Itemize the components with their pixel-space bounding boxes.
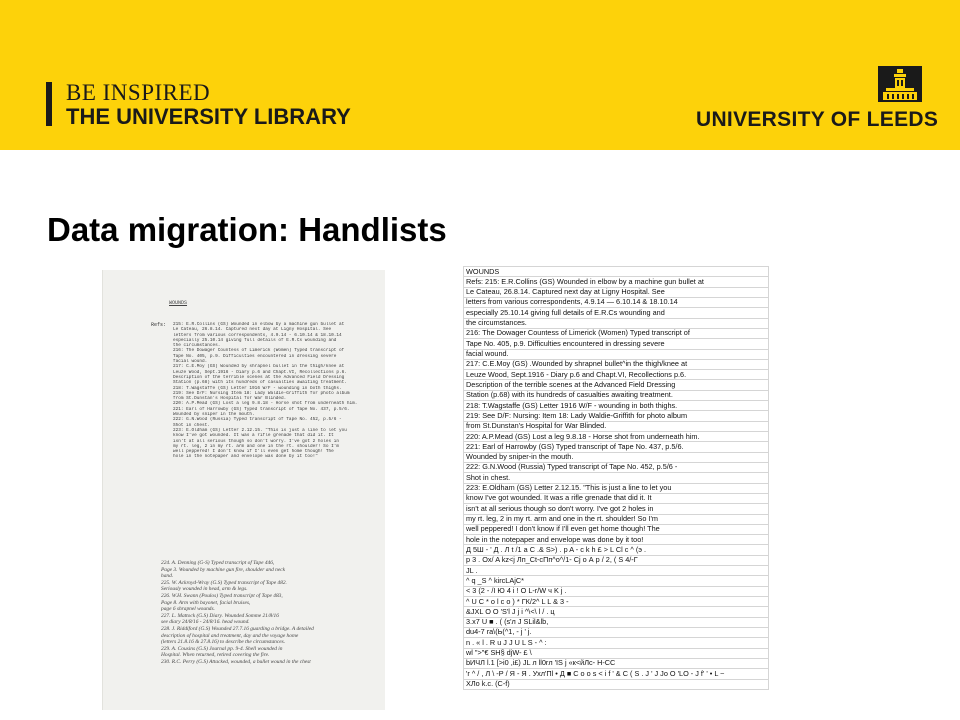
spreadsheet-cell[interactable]: Le Cateau, 26.8.14. Captured next day at Ligny Hospital. See [464,287,769,297]
scan-typed-line: 222: G.N.Wood (Russia) Typed transcript of Tape No. 452, p.5/6 - [173,417,342,423]
spreadsheet-cell[interactable]: Station (p.68) with its hundreds of casualties awaiting treatment. [464,390,769,400]
scan-handwritten-line: Page 3. Wounded by machine gun fire, shoulder and neck [161,566,286,573]
spreadsheet-row [464,607,769,617]
scan-typed-line: Shot in chest. [173,422,210,428]
spreadsheet-cell[interactable]: the circumstances. [464,318,769,328]
spreadsheet-row [464,617,769,627]
spreadsheet-row [464,462,769,472]
spreadsheet-row [464,597,769,607]
spreadsheet-cell[interactable]: 221: Earl of Harrowby (GS) Typed transcript of Tape No. 437, p.5/6. [464,442,769,452]
spreadsheet-cell[interactable]: from St.Dunstan's Hospital for War Blinded. [464,421,769,431]
scan-typed-line: Station (p.68) with its hundreds of casualties awaiting treatment. [173,380,347,386]
spreadsheet-cell[interactable]: Wounded by sniper-in the mouth. [464,452,769,462]
spreadsheet-row [464,576,769,586]
leeds-crest-icon [878,66,922,102]
spreadsheet-row [464,535,769,545]
university-of-leeds-logo-text: UNIVERSITY OF LEEDS [696,108,939,131]
spreadsheet-cell[interactable]: 220: A.P.Mead (GS) Lost a leg 9.8.18 - Horse shot from underneath him. [464,432,769,442]
spreadsheet-row [464,514,769,524]
spreadsheet-cell[interactable]: du4-7 ra\(Ь(^1, - j ' j. [464,627,769,637]
spreadsheet-row [464,679,769,690]
spreadsheet-cell[interactable]: Tape No. 405, p.9. Difficulties encountered in dressing severe [464,339,769,349]
spreadsheet-cell[interactable]: well peppered! I don't know if I'll even get home though! The [464,524,769,534]
scan-typed-line: 221: Earl of Harrowby (GS) Typed transcript of Tape No. 437, p.5/6. [173,406,350,412]
spreadsheet-row [464,545,769,555]
scan-typed-line: well peppered! I don't know if I'll even get home though! The [173,449,334,455]
scan-typed-line: 219: See D/F: Nursing Item 18: Lady Waldie-Griffith for photo album [173,390,350,396]
spreadsheet-cell[interactable]: Description of the terrible scenes at the Advanced Field Dressing [464,380,769,390]
scan-typed-line: Tape No. 405, p.9. Difficulties encountered in dressing severe [173,353,337,359]
spreadsheet-cell[interactable]: facial wound. [464,349,769,359]
spreadsheet-row [464,380,769,390]
scan-handwritten-line: Seriously wounded in head, arm & legs. [161,586,248,593]
spreadsheet-row [464,370,769,380]
header-banner [0,0,960,150]
scan-handwritten-line: description of hospital and treatment, day and the voyage home [161,632,299,639]
spreadsheet-row [464,669,769,679]
spreadsheet-cell[interactable]: ^ U C * o l c o ) * ГК/2^ L L & 3 - [464,597,769,607]
scan-handwritten-line: see diary 24/8/16 - 24/8/16. head wound. [161,619,250,626]
spreadsheet-cell[interactable]: bИЧЛ l.1 [>i0 ,i£) JL л ll0rл 'IS j «к<йЛс- H-CC [464,658,769,668]
spreadsheet-row [464,442,769,452]
be-inspired-tagline: BE INSPIRED [66,80,211,105]
spreadsheet-row [464,648,769,658]
spreadsheet-cell[interactable]: ХЛo k.c. (C-f) [464,679,769,690]
spreadsheet-row [464,483,769,493]
scan-handwritten-line: Hospital. When returned, retired covering the fire. [161,652,270,659]
spreadsheet-row [464,638,769,648]
scan-handwritten-line: 230. R.C. Perry (G.S) Attacked, wounded, a bullet wound in the chest [161,658,311,665]
spreadsheet-cell[interactable]: isn't at all serious though so don't worry. I've got 2 holes in [464,504,769,514]
spreadsheet-cell[interactable]: 3.x7 U ■ . ( (s'л J SLil&lb, [464,617,769,627]
spreadsheet-row [464,452,769,462]
spreadsheet-cell[interactable]: letters from various correspondents, 4.9.14 — 6.10.14 & 18.10.14 [464,297,769,307]
scan-typed-line: 220: A.P.Mead (GS) Lost a leg 9.8.18 - Horse shot from underneath him. [173,401,358,407]
spreadsheet-cell[interactable]: WOUNDS [464,267,769,277]
spreadsheet-row [464,318,769,328]
scan-handwritten-line: hand. [161,573,174,580]
scan-handwritten-line: 229. A. Cousins (G.S) Journal pp. 9-4. Shell wounded in [161,645,283,652]
spreadsheet-cell[interactable]: hole in the notepaper and envelope was done by it too! [464,535,769,545]
scan-heading: WOUNDS [169,300,188,306]
spreadsheet-row [464,390,769,400]
spreadsheet-row [464,658,769,668]
scan-handwritten-line: page 6 shrapnel wounds. [161,606,215,613]
scan-typed-line: from St.Dunstan's Hospital for War Blinded. [173,396,287,402]
scan-handwritten-line: Page 8. Arm with bayonet, facial bruises, [161,599,251,606]
scan-typed-line: the circumstances. [173,343,221,349]
spreadsheet-cell[interactable]: 'r ^ / , Л \ -Р / Я - Я . Ухл'Пl • Д ■ C o o s < i f ' & C ( S . J ' J Jo O 'LO - J f' ' • L ~ [464,669,769,679]
spreadsheet-row [464,586,769,596]
university-library-title: THE UNIVERSITY LIBRARY [66,104,351,129]
spreadsheet-row [464,349,769,359]
spreadsheet-row [464,566,769,576]
spreadsheet-row [464,411,769,421]
spreadsheet-cell[interactable]: 223: E.Oldham (GS) Letter 2.12.15. "This is just a line to let you [464,483,769,493]
migrated-data-spreadsheet [463,266,769,690]
spreadsheet-cell[interactable]: ^ q _S ^ kircLAjC* [464,576,769,586]
scan-typed-line: my rt. leg, 2 in my rt. arm and one in the rt. shoulder! So I'm [173,443,339,449]
spreadsheet-cell[interactable]: 218: T.Wagstaffe (GS) Letter 1916 W/F - wounding in both thighs. [464,401,769,411]
scan-typed-line: Description of the terrible scenes at the Advanced Field Dressing [173,374,345,380]
scan-handwritten-line: 225. W. Ackroyd-Wray (G.S) Typed transcript of Tape 482. [161,579,287,586]
spreadsheet-row [464,359,769,369]
spreadsheet-row [464,421,769,431]
spreadsheet-row [464,339,769,349]
scan-typed-entries [173,322,373,460]
spreadsheet-row [464,493,769,503]
spreadsheet-cell[interactable]: know I've got wounded. It was a rifle grenade that did it. It [464,493,769,503]
scan-typed-line: know I've got wounded. It was a rifle grenade that did it. It [173,433,334,439]
spreadsheet-row [464,555,769,565]
scan-refs-label: Refs: [151,322,167,328]
spreadsheet-row [464,432,769,442]
scan-typed-line: Le Cateau, 26.8.14. Captured next day at Ligny Hospital. See [173,327,332,333]
scan-typed-line: Wounded by sniper in the mouth. [173,412,255,418]
spreadsheet-row [464,473,769,483]
spreadsheet-cell[interactable]: p 3 . Ox/ A kz<j Лп_Ct-cПп^о^/1- Cj о А р / 2, ( S 4/-Г [464,555,769,565]
spreadsheet-cell[interactable]: wl ">"€ SH§ djW- £ \ [464,648,769,658]
scan-typed-line: especially 25.10.14 giving full details of E.R.Cs wounding and [173,337,337,343]
spreadsheet-cell[interactable]: Д 5Ш - ' Д . Л t /1 a С .& S>) . p A - c k h £ > L Cl c ^ (э . [464,545,769,555]
scan-typed-line: 223: E.Oldham (GS) Letter 2.12.15. "This is just a line to let you [173,427,347,433]
scan-handwritten-line: 228. J. Riddiford (G.S) Wounded 27.7.16 guarding a bridge. A detailed [161,625,314,632]
spreadsheet-row [464,328,769,338]
spreadsheet-cell[interactable]: 216: The Dowager Countess of Limerick (Women) Typed transcript of [464,328,769,338]
scan-typed-line: hole in the notepaper and envelope was done by it too!" [173,454,318,460]
scan-handwritten-entries [161,560,381,666]
slide-title: Data migration: Handlists [47,211,447,248]
spreadsheet-cell[interactable]: Leuze Wood, Sept.1916 - Diary p.6 and Chapt.VI, Recollections p.6. [464,370,769,380]
scan-typed-line: Leuze Wood, Sept.1916 - Diary p.6 and Chapt.VI, Recollections p.6. [173,369,347,375]
spreadsheet-cell[interactable]: my rt. leg, 2 in my rt. arm and one in the rt. shoulder! So I'm [464,514,769,524]
spreadsheet-row [464,401,769,411]
scan-typed-line: letters from various correspondents, 4.9.14 - 6.10.14 & 18.10.14 [173,332,342,338]
spreadsheet-row [464,524,769,534]
scan-handwritten-line: (letters 21.8.16 & 27.8.16) to describe the circumstances. [161,639,286,646]
scan-handwritten-line: 226. W.H. Swann (Poulos) Typed transcript of Tape 483, [161,592,283,599]
scan-typed-line: 217: C.E.Moy (GS) Wounded by shrapnel bullet in the thigh/knee at [173,364,345,370]
spreadsheet-row [464,287,769,297]
spreadsheet-row [464,267,769,277]
spreadsheet-cell[interactable]: Refs: 215: E.R.Collins (GS) Wounded in elbow by a machine gun bullet at [464,277,769,287]
spreadsheet-cell[interactable]: 222: G.N.Wood (Russia) Typed transcript of Tape No. 452, p.5/6 - [464,462,769,472]
spreadsheet-cell[interactable]: &JXL O O 'S'l J j i ^\<\ l / . ц [464,607,769,617]
spreadsheet-cell[interactable]: especially 25.10.14 giving full details of E.R.Cs wounding and [464,308,769,318]
spreadsheet-row [464,627,769,637]
scan-typed-line: 216: The Dowager Countess of Limerick (Women) Typed transcript of [173,348,345,354]
scan-typed-line: isn't at all serious though so don't worry. I've got 2 holes in [173,438,339,444]
scan-typed-line: 218: T.Wagstaffe (GS) Letter 1916 W/F - wounding in both thighs. [173,385,342,391]
spreadsheet-cell[interactable]: < 3 (2 - /I Ю 4 i ! O L-r/W ч K j . [464,586,769,596]
spreadsheet-cell[interactable]: n . « l . R u J J U L S - ^ : [464,638,769,648]
spreadsheet-row [464,297,769,307]
spreadsheet-cell[interactable]: 219: See D/F: Nursing: Item 18: Lady Waldie-Griffith for photo album [464,411,769,421]
spreadsheet-cell[interactable]: 217: C.E.Moy (GS) .Wounded by shrapnel bullet^in the thigh/knee at [464,359,769,369]
scan-typed-line: 215: E.R.Collins (GS) Wounded in elbow by a machine gun bullet at [173,322,345,327]
spreadsheet-row [464,308,769,318]
spreadsheet-row [464,504,769,514]
brand-divider-bar [46,82,52,126]
spreadsheet-cell[interactable]: Shot in chest. [464,473,769,483]
scanned-handlist-page [102,270,385,710]
scan-typed-line: facial wound. [173,359,208,365]
spreadsheet-row [464,277,769,287]
scan-handwritten-line: 224. A. Denning (G-S) Typed transcript of Tape 446, [161,560,275,566]
spreadsheet-cell[interactable]: JL . [464,566,769,576]
scan-handwritten-line: 227. L. Mattock (G.S) Diary. Wounded Somme 21/8/16 [161,612,279,619]
